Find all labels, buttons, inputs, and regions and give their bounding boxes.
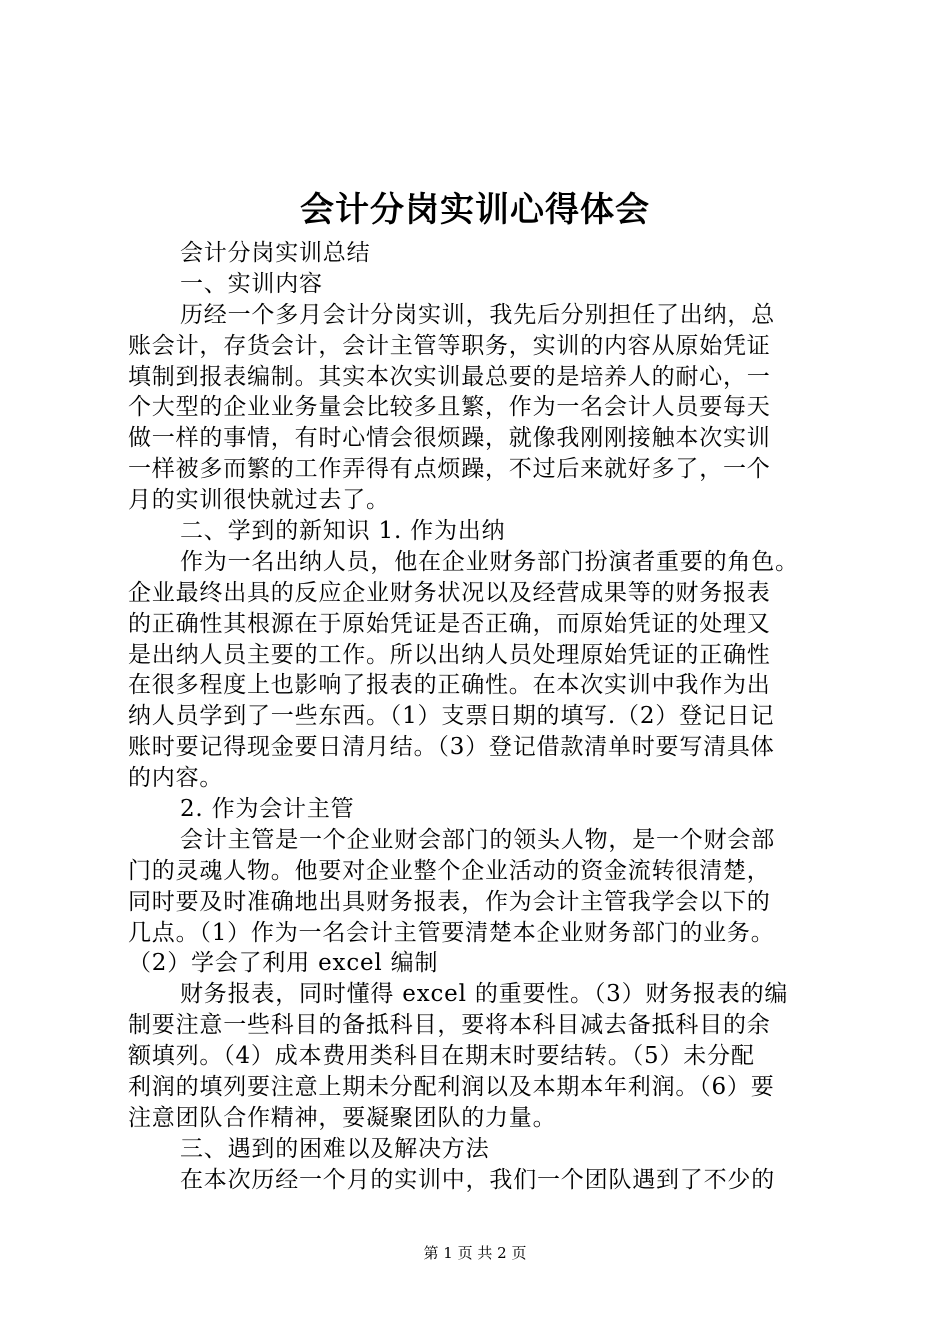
text-line: 门的灵魂人物。他要对企业整个企业活动的资金流转很清楚， [128,857,771,884]
page-title: 会计分岗实训心得体会 [300,190,650,230]
text-line: 利润的填列要注意上期未分配利润以及本期本年利润。（6）要 [128,1074,775,1101]
text-line: 二、学到的新知识 1. 作为出纳 [180,518,506,545]
text-line: 纳人员学到了一些东西。（1）支票日期的填写.（2）登记日记 [128,703,775,730]
document-body [128,238,836,1196]
text-line: 几点。（1）作为一名会计主管要清楚本企业财务部门的业务。 [128,919,775,946]
text-line: 月的实训很快就过去了。 [128,487,390,514]
text-line: 账会计，存货会计，会计主管等职务，实训的内容从原始凭证 [128,332,771,359]
text-line: 会计主管是一个企业财会部门的领头人物，是一个财会部 [180,826,775,853]
text-line: 三、遇到的困难以及解决方法 [180,1135,490,1162]
text-line: 在本次历经一个月的实训中，我们一个团队遇到了不少的 [180,1166,775,1193]
text-line: 填制到报表编制。其实本次实训最总要的是培养人的耐心，一 [128,363,771,390]
text-line: 2. 作为会计主管 [180,796,355,823]
text-line: 财务报表，同时懂得 excel 的重要性。（3）财务报表的编 [180,981,789,1008]
text-line: 额填列。（4）成本费用类科目在期末时要结转。（5）未分配 [128,1043,755,1070]
text-line: 是出纳人员主要的工作。所以出纳人员处理原始凭证的正确性 [128,641,771,668]
text-line: 历经一个多月会计分岗实训，我先后分别担任了出纳，总 [180,301,775,328]
text-line: 制要注意一些科目的备抵科目，要将本科目减去备抵科目的余 [128,1012,771,1039]
text-line: （2）学会了利用 excel 编制 [128,950,439,977]
text-line: 企业最终出具的反应企业财务状况以及经营成果等的财务报表 [128,579,771,606]
text-line: 账时要记得现金要日清月结。（3）登记借款清单时要写清具体 [128,734,775,761]
text-line: 在很多程度上也影响了报表的正确性。在本次实训中我作为出 [128,672,771,699]
text-line: 会计分岗实训总结 [180,240,371,266]
text-line: 的正确性其根源在于原始凭证是否正确，而原始凭证的处理又 [128,610,771,637]
text-line: 的内容。 [128,765,224,792]
text-line: 一样被多而繁的工作弄得有点烦躁，不过后来就好多了，一个 [128,456,771,483]
text-line: 个大型的企业业务量会比较多且繁，作为一名会计人员要每天 [128,394,771,421]
text-line: 一、实训内容 [180,270,323,297]
page-footer: 第 1 页 共 2 页 [423,1244,527,1262]
text-line: 作为一名出纳人员，他在企业财务部门扮演者重要的角色。 [180,548,799,575]
text-line: 做一样的事情，有时心情会很烦躁，就像我刚刚接触本次实训 [128,425,771,452]
text-line: 注意团队合作精神，要凝聚团队的力量。 [128,1104,557,1131]
text-line: 同时要及时准确地出具财务报表，作为会计主管我学会以下的 [128,888,771,915]
